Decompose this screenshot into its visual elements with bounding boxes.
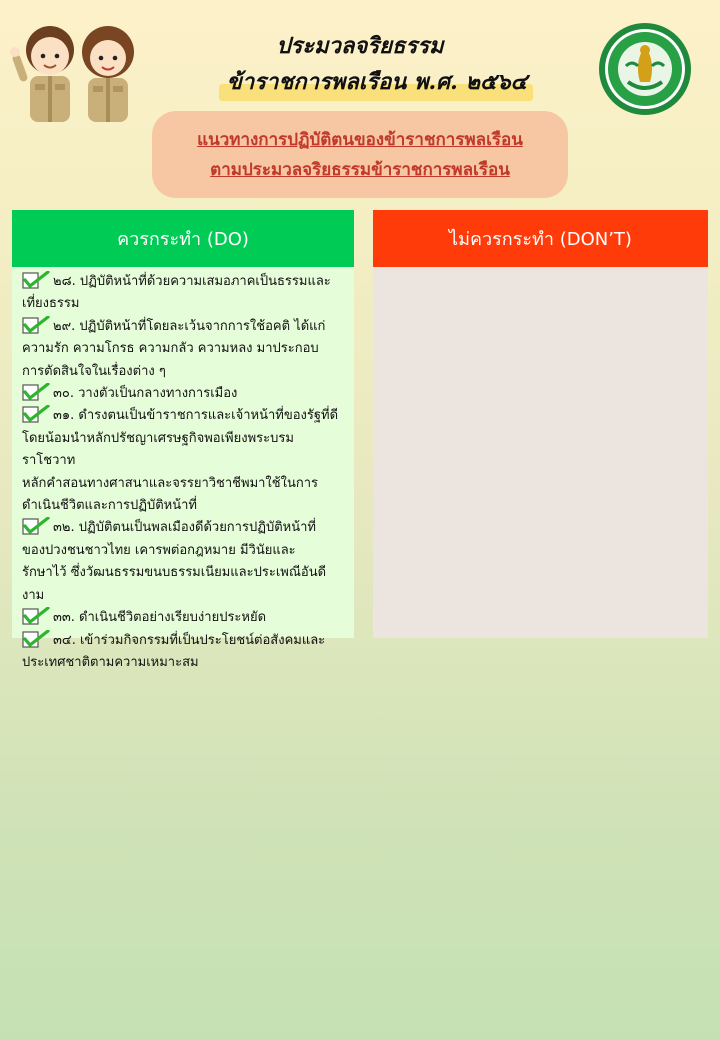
list-item-text: หลักคำสอนทางศาสนาและจรรยาวิชาชีพมาใช้ในการ [22, 475, 318, 491]
list-item-line [22, 473, 346, 495]
list-item-line [22, 517, 346, 539]
list-item-line [22, 361, 346, 383]
list-item-text: ความรัก ความโกรธ ความกลัว ความหลง มาประกอบ [22, 341, 319, 357]
list-item-text: ของปวงชนชาวไทย เคารพต่อกฎหมาย มีวินัยและ [22, 542, 296, 558]
list-item-text: ๒๘. ปฏิบัติหน้าที่ด้วยความเสมอภาคเป็นธรรมและ [53, 274, 331, 289]
checkbox-checked-icon [22, 271, 50, 289]
subtitle-line-2: ตามประมวลจริยธรรมข้าราชการพลเรือน [210, 159, 510, 180]
checkbox-checked-icon [22, 607, 50, 625]
list-item-line [22, 338, 346, 360]
list-item-line [22, 540, 346, 562]
list-item-line [22, 293, 346, 315]
list-item-text: ๓๔. เข้าร่วมกิจกรรมที่เป็นประโยชน์ต่อสังคมและ [53, 632, 326, 648]
page-title: ประมวลจริยธรรม [276, 33, 444, 59]
dont-column-header: ไม่ควรกระทำ (DON’T) [373, 210, 708, 267]
checkbox-checked-icon [22, 517, 50, 535]
ministry-of-agriculture-seal-icon [598, 22, 692, 116]
do-items-list [12, 267, 354, 674]
list-item-text: ๓๓. ดำเนินชีวิตอย่างเรียบง่ายประหยัด [53, 610, 267, 626]
checkbox-checked-icon [22, 316, 50, 334]
list-item-line [22, 562, 346, 607]
list-item-text: ๓๐. วางตัวเป็นกลางทางการเมือง [53, 386, 238, 402]
list-item-line [22, 428, 346, 473]
checkbox-checked-icon [22, 630, 50, 648]
subtitle-banner [152, 111, 568, 198]
list-item-line [22, 383, 346, 405]
list-item-text: การตัดสินใจในเรื่องต่าง ๆ [22, 363, 166, 379]
list-item-text: ๓๒. ปฏิบัติตนเป็นพลเมืองดีด้วยการปฏิบัติหน้าที่ [53, 520, 316, 536]
subtitle-line-1: แนวทางการปฏิบัติตนของข้าราชการพลเรือน [197, 129, 523, 150]
list-item-line [22, 607, 346, 629]
list-item-line [22, 405, 346, 427]
list-item-text: รักษาไว้ ซึ่งวัฒนธรรมขนบธรรมเนียมและประเพณีอันดีงาม [22, 565, 327, 603]
list-item-text: ประเทศชาติตามความเหมาะสม [22, 654, 199, 670]
dont-column [373, 210, 708, 638]
civil-servant-cartoon-illustration [2, 14, 142, 126]
list-item-text: ดำเนินชีวิตและการปฏิบัติหน้าที่ [22, 498, 198, 514]
checkbox-checked-icon [22, 383, 50, 401]
list-item-text: โดยน้อมนำหลักปรัชญาเศรษฐกิจพอเพียงพระบรมราโชวาท [22, 430, 294, 469]
list-item-line [22, 316, 346, 338]
list-item-line [22, 652, 346, 674]
do-column [12, 210, 354, 670]
list-item-line [22, 271, 346, 293]
list-item-text: ๒๙. ปฏิบัติหน้าที่โดยละเว้นจากการใช้อคติ ได้แก่ [53, 318, 326, 334]
checkbox-checked-icon [22, 405, 50, 423]
do-column-header: ควรกระทำ (DO) [12, 210, 354, 267]
dont-items-list [373, 267, 708, 271]
page-title-year: ข้าราชการพลเรือน พ.ศ. ๒๕๖๔ [226, 69, 528, 95]
list-item-text: ๓๑. ดำรงตนเป็นข้าราชการและเจ้าหน้าที่ของรัฐที่ดี [53, 408, 339, 424]
list-item-text: เที่ยงธรรม [22, 296, 80, 312]
list-item-line [22, 630, 346, 652]
list-item-line [22, 495, 346, 517]
